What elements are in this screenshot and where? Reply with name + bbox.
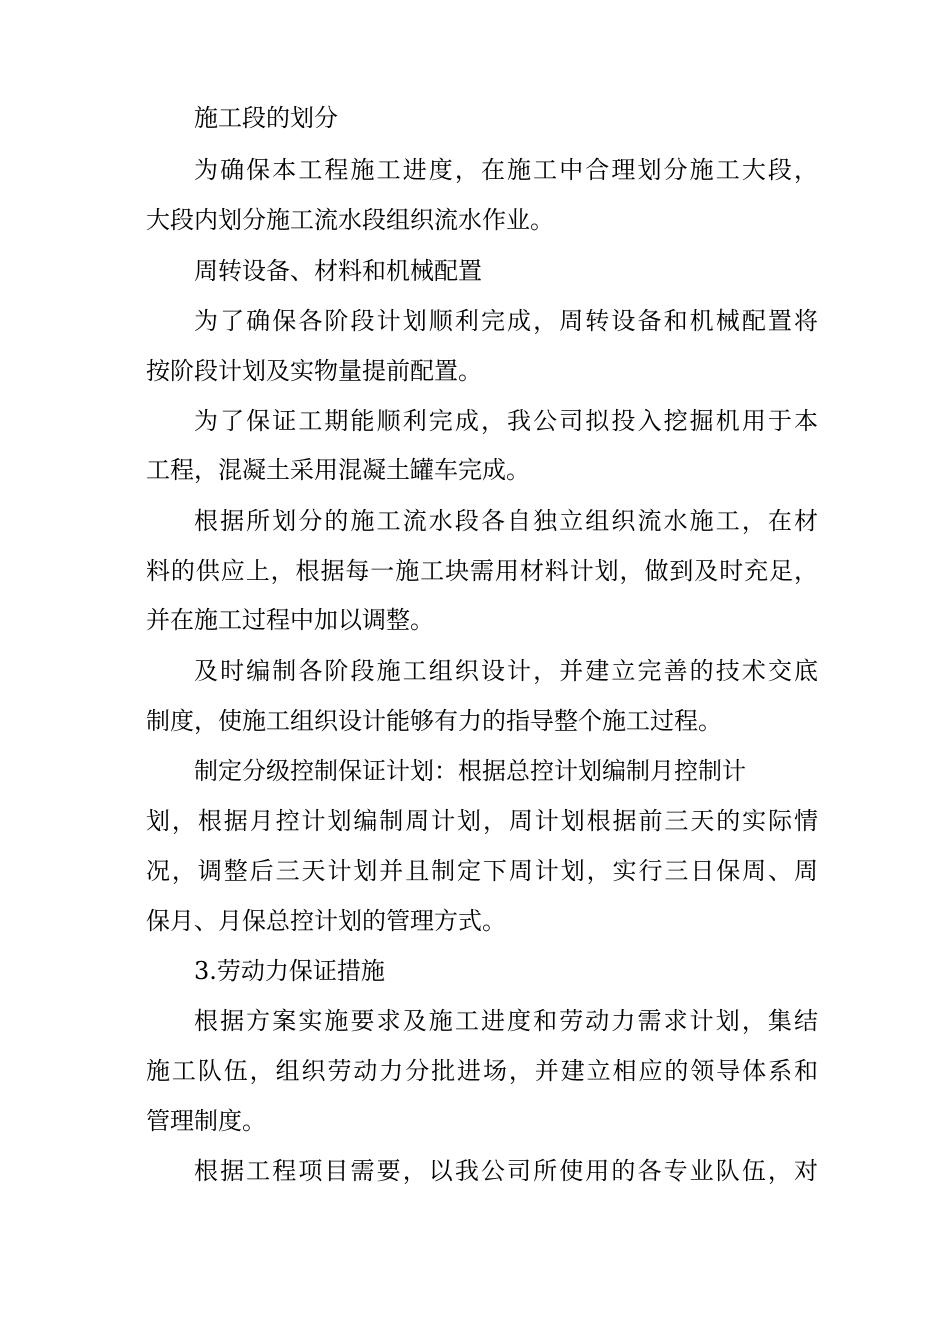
paragraph-line: 料的供应上，根据每一施工块需用材料计划，做到及时充足， (146, 557, 818, 585)
section-heading: 周转设备、材料和机械配置 (194, 257, 482, 285)
paragraph-line: 按阶段计划及实物量提前配置。 (146, 357, 482, 385)
paragraph-line: 大段内划分施工流水段组织流水作业。 (146, 206, 554, 234)
paragraph-line: 为了保证工期能顺利完成，我公司拟投入挖掘机用于本 (194, 407, 818, 435)
paragraph-line: 施工队伍，组织劳动力分批进场，并建立相应的领导体系和 (146, 1057, 818, 1085)
section-heading: 3.劳动力保证措施 (194, 957, 385, 985)
paragraph-line: 管理制度。 (146, 1107, 266, 1135)
paragraph-line: 及时编制各阶段施工组织设计，并建立完善的技术交底 (194, 657, 818, 685)
paragraph-line: 况，调整后三天计划并且制定下周计划，实行三日保周、周 (146, 857, 818, 885)
paragraph-line: 为了确保各阶段计划顺利完成，周转设备和机械配置将 (194, 307, 818, 335)
paragraph-line: 根据工程项目需要，以我公司所使用的各专业队伍，对 (194, 1157, 818, 1185)
paragraph-line: 制度，使施工组织设计能够有力的指导整个施工过程。 (146, 707, 722, 735)
paragraph-line: 并在施工过程中加以调整。 (146, 606, 434, 634)
paragraph-line: 制定分级控制保证计划：根据总控计划编制月控制计 (194, 757, 746, 785)
paragraph-line: 根据方案实施要求及施工进度和劳动力需求计划，集结 (194, 1007, 818, 1035)
section-heading: 施工段的划分 (194, 104, 338, 132)
paragraph-line: 划，根据月控计划编制周计划，周计划根据前三天的实际情 (146, 807, 818, 835)
paragraph-line: 为确保本工程施工进度，在施工中合理划分施工大段， (194, 156, 818, 184)
paragraph-line: 工程，混凝土采用混凝土罐车完成。 (146, 456, 530, 484)
paragraph-line: 根据所划分的施工流水段各自独立组织流水施工，在材 (194, 507, 818, 535)
paragraph-line: 保月、月保总控计划的管理方式。 (146, 907, 506, 935)
